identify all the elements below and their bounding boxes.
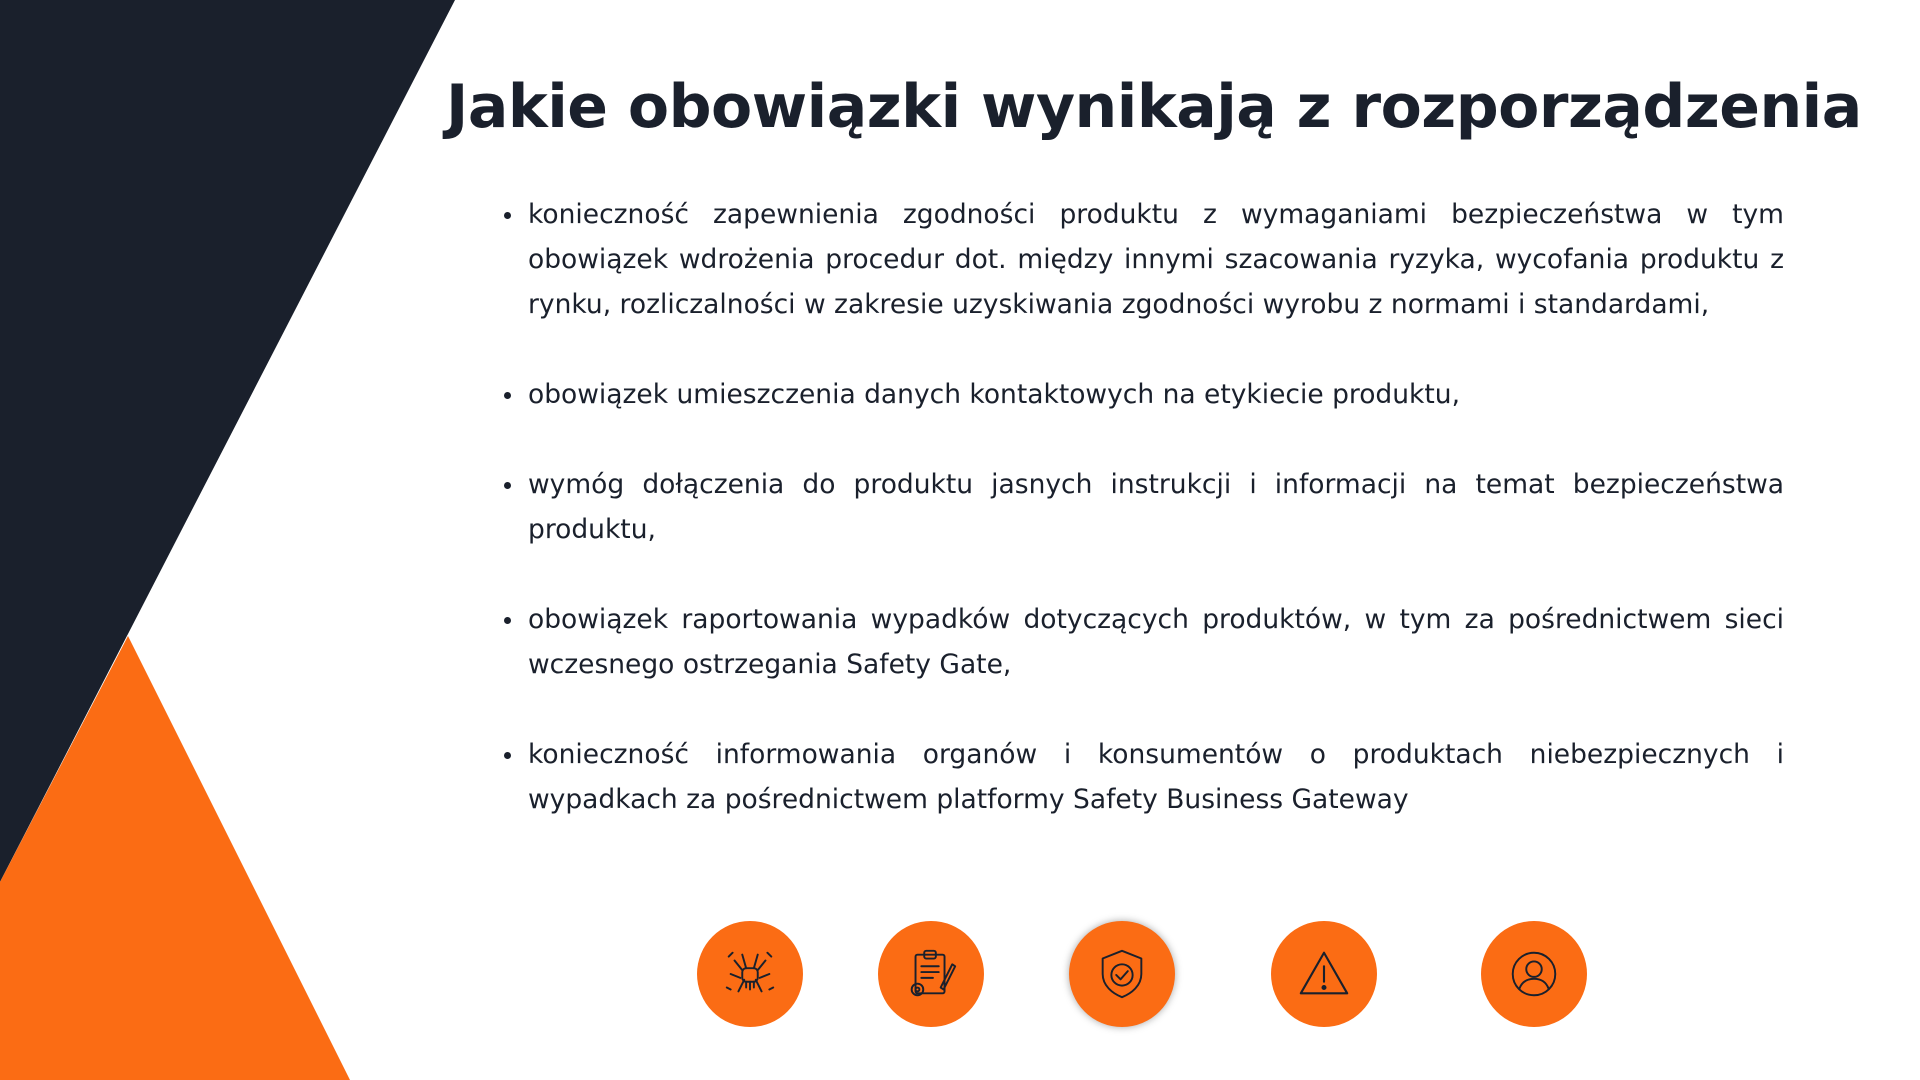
list-item: konieczność informowania organów i konsumentów o produktach niebezpiecznych i wypadkach za pośrednictwem platformy Safety Business Gateway — [528, 732, 1784, 822]
list-item: wymóg dołączenia do produktu jasnych instrukcji i informacji na temat bezpieczeństwa produktu, — [528, 462, 1784, 552]
obligations-list — [528, 192, 1784, 822]
list-item: obowiązek raportowania wypadków dotyczących produktów, w tym za pośrednictwem sieci wczesnego ostrzegania Safety Gate, — [528, 597, 1784, 687]
list-item: konieczność zapewnienia zgodności produktu z wymaganiami bezpieczeństwa w tym obowiązek wdrożenia procedur dot. między innymi szacowania ryzyka, wycofania produktu z rynku, rozliczalności w zakresie uzyskiwania zgodności wyrobu z normami i standardami, — [528, 192, 1784, 327]
page-title: Jakie obowiązki wynikają z rozporządzenia — [446, 72, 1862, 142]
dark-diagonal-shape — [0, 0, 455, 882]
list-item: obowiązek umieszczenia danych kontaktowych na etykiecie produktu, — [528, 372, 1784, 417]
